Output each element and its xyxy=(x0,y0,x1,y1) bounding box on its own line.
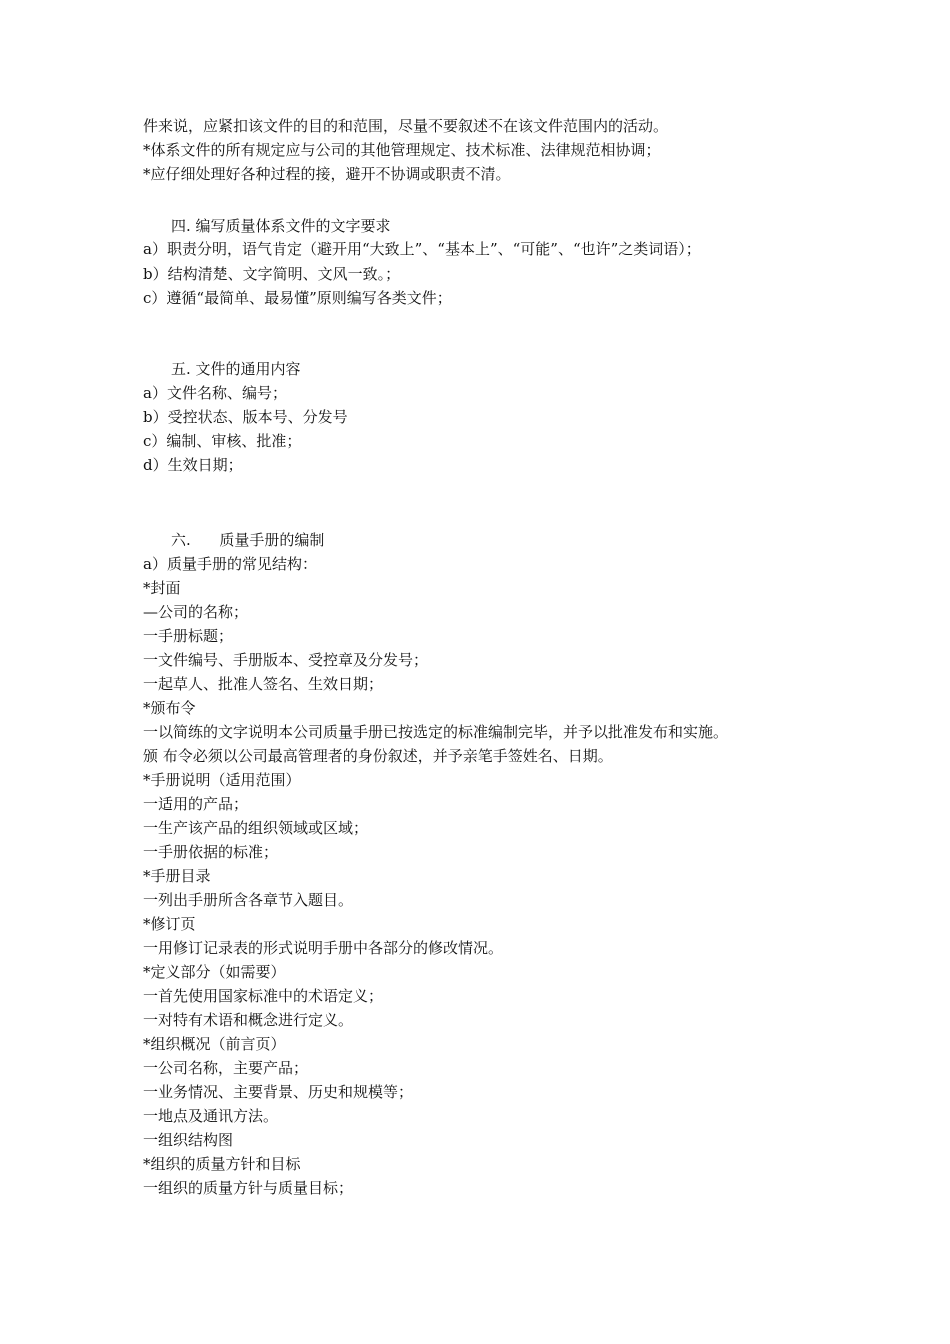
section-6-item: 一以简练的文字说明本公司质量手册已按选定的标准编制完毕，并予以批准发布和实施。 xyxy=(143,723,729,741)
section-6-item: 一组织结构图 xyxy=(143,1131,234,1149)
section-5-item: a）文件名称、编号； xyxy=(143,384,287,402)
section-6-item: 一适用的产品； xyxy=(143,795,249,813)
section-6-item: *手册目录 xyxy=(143,867,211,885)
section-6-item: *组织概况（前言页） xyxy=(143,1035,286,1053)
section-4-item: c）遵循“最简单、最易懂”原则编写各类文件； xyxy=(143,289,452,307)
section-6-item: 一地点及通讯方法。 xyxy=(143,1107,279,1125)
section-4-item: b）结构清楚、文字简明、文风一致。； xyxy=(143,265,401,283)
section-6-heading: 六. 质量手册的编制 xyxy=(171,531,325,549)
section-6-item: 一组织的质量方针与质量目标； xyxy=(143,1179,354,1197)
section-6-item: *封面 xyxy=(143,579,181,597)
section-6-item: 一手册标题； xyxy=(143,627,234,645)
section-6-item: 颁 布令必须以公司最高管理者的身份叙述，并予亲笔手签姓名、日期。 xyxy=(143,747,613,765)
section-6-item: 一首先使用国家标准中的术语定义； xyxy=(143,987,384,1005)
section-6-item: 一生产该产品的组织领域或区域； xyxy=(143,819,369,837)
section-6-item: *手册说明（适用范围） xyxy=(143,771,301,789)
section-6-item: 一用修订记录表的形式说明手册中各部分的修改情况。 xyxy=(143,939,504,957)
section-6 xyxy=(143,528,808,1200)
section-5 xyxy=(143,357,808,477)
section-5-heading: 五. 文件的通用内容 xyxy=(171,360,301,378)
section-6-item: 一公司名称，主要产品； xyxy=(143,1059,309,1077)
intro-line: 件来说，应紧扣该文件的目的和范围，尽量不要叙述不在该文件范围内的活动。 xyxy=(143,117,669,135)
section-6-item: —公司的名称； xyxy=(143,603,249,621)
section-6-item: 一文件编号、手册版本、受控章及分发号； xyxy=(143,651,429,669)
section-6-item: 一列出手册所含各章节入题目。 xyxy=(143,891,354,909)
section-5-item: c）编制、审核、批准； xyxy=(143,432,302,450)
section-6-item: a）质量手册的常见结构： xyxy=(143,555,317,573)
section-4-heading: 四. 编写质量体系文件的文字要求 xyxy=(171,217,391,235)
section-6-item: 一对特有术语和概念进行定义。 xyxy=(143,1011,354,1029)
section-6-item: *颁布令 xyxy=(143,699,196,717)
section-5-item: b）受控状态、版本号、分发号 xyxy=(143,408,348,426)
section-6-item: *修订页 xyxy=(143,915,196,933)
section-6-item: 一业务情况、主要背景、历史和规模等； xyxy=(143,1083,414,1101)
intro-line: *应仔细处理好各种过程的接，避开不协调或职责不清。 xyxy=(143,165,511,183)
intro-line: *体系文件的所有规定应与公司的其他管理规定、技术标准、法律规范相协调； xyxy=(143,141,661,159)
section-4-item: a）职责分明，语气肯定（避开用“大致上”、“基本上”、“可能”、“也许”之类词语）； xyxy=(143,240,701,258)
section-6-item: *定义部分（如需要） xyxy=(143,963,286,981)
section-4 xyxy=(143,214,808,310)
section-6-item: 一起草人、批准人签名、生效日期； xyxy=(143,675,384,693)
section-5-item: d）生效日期； xyxy=(143,456,243,474)
intro-block xyxy=(143,114,808,186)
section-6-item: *组织的质量方针和目标 xyxy=(143,1155,301,1173)
section-6-item: 一手册依据的标准； xyxy=(143,843,279,861)
